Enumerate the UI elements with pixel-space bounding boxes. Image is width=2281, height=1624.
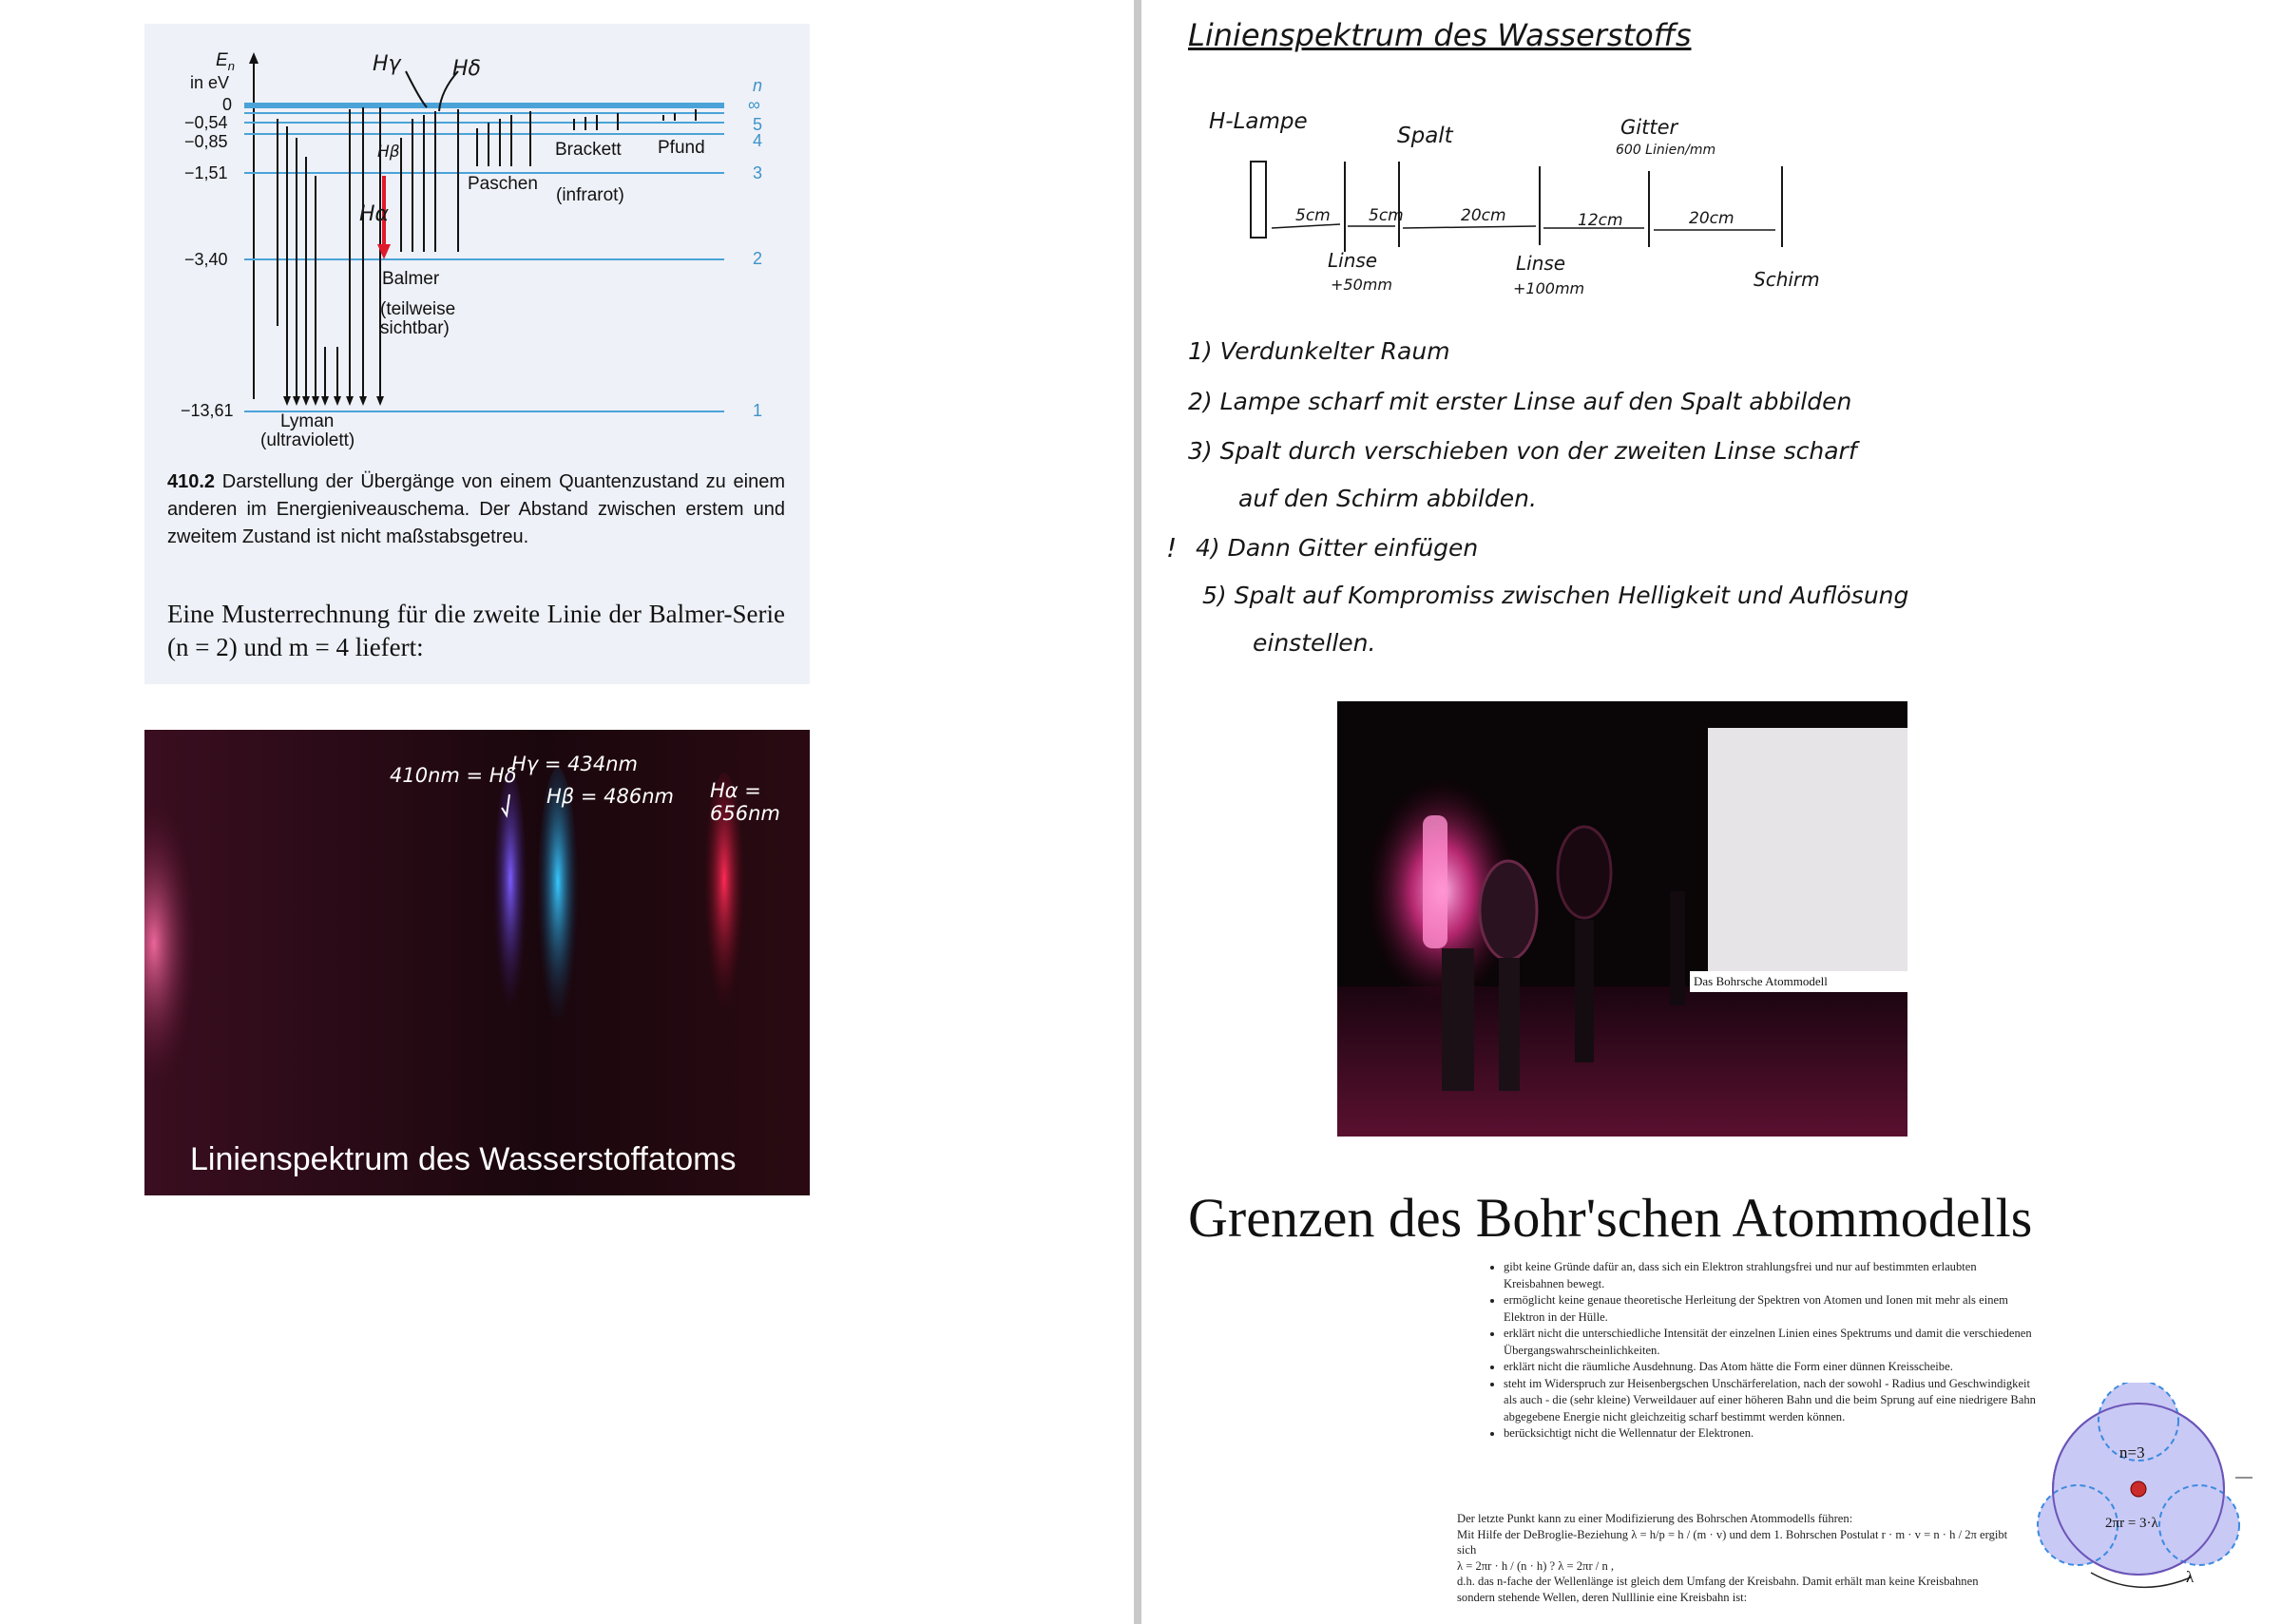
book-text: Eine Musterrechnung für die zweite Linie der Balmer-Serie (n = 2) und m = 4 liefert:: [167, 600, 785, 661]
step-5: 5) Spalt auf Kompromiss zwischen Helligkeit und Auflösung: [1202, 582, 1909, 609]
limits-item: • steht im Widerspruch zur Heisenbergschen Unschärferelation, nach der sowohl - Radius und Geschwindigkeit als auch - die (sehr kleine) Verweildauer auf einer höheren Bahn und die beim Sprung auf eine niedrigere Bahn abgegebene Energie nicht gleichzeitig scharf bestimmt werden können.: [1504, 1376, 2036, 1426]
para-line: Der letzte Punkt kann zu einer Modifizierung des Bohrschen Atommodells führen:: [1457, 1512, 1853, 1525]
h-beta-line: [537, 768, 579, 1053]
h-delta-line: [493, 773, 527, 1039]
post-4: [1670, 891, 1685, 1005]
label-slit: Spalt: [1397, 124, 1453, 148]
step-5-cont: einstellen.: [1253, 629, 1376, 657]
nucleus: [2131, 1481, 2146, 1497]
brackett-label: Brackett: [555, 140, 622, 160]
page-divider: [1134, 0, 1141, 1624]
lamp-tube: [1423, 815, 1447, 948]
brackett-note: (infrarot): [556, 185, 624, 205]
dist-5: 20cm: [1689, 209, 1735, 228]
limits-paragraph: [1457, 1511, 2008, 1605]
step-2: 2) Lampe scharf mit erster Linse auf den Spalt abbilden: [1188, 388, 1852, 415]
limits-list: [1483, 1259, 2036, 1442]
level-energy-1: −13,61: [181, 401, 234, 420]
dist-1: 5cm: [1295, 206, 1331, 225]
limits-item: • erklärt nicht die unterschiedliche Intensität der einzelnen Linien eines Spektrums und damit die verschiedenen Übergangswahrscheinlichkeiten.: [1504, 1326, 2036, 1359]
lyman-arrows: [278, 107, 380, 402]
step-1: 1) Verdunkelter Raum: [1188, 337, 1450, 365]
limits-item: • ermöglicht keine genaue theoretische Herleitung der Spektren von Atomen und Ionen mit mehr als einem Elektron in der Hülle.: [1504, 1292, 2036, 1326]
label-h-beta: Hβ = 486nm: [546, 785, 674, 808]
limits-title: Grenzen des Bohr'schen Atommodells: [1188, 1187, 2033, 1249]
pfund-label: Pfund: [658, 138, 705, 158]
hw-h-gamma: Hγ: [373, 52, 401, 76]
label-lens2-spec: +100mm: [1513, 279, 1585, 297]
step-3: 3) Spalt durch verschieben von der zweiten Linse scharf: [1188, 437, 1857, 465]
balmer-label: Balmer: [382, 269, 440, 289]
para-line: Mit Hilfe der DeBroglie-Beziehung λ = h/p = h / (m · v) und dem 1. Bohrschen Postulat r · m · v = n · h / 2π ergibt sich: [1457, 1527, 2008, 1557]
figure-caption: 410.2 Darstellung der Übergänge von einem Quantenzustand zu einem anderen im Energieniveauschema. Der Abstand zwischen erstem und zweitem Zustand ist nicht maßstabsgetreu.: [167, 471, 785, 547]
n-label: n: [753, 76, 763, 95]
label-h-delta: 410nm = Hδ: [390, 764, 517, 787]
label-h-alpha: Hα = 656nm: [710, 779, 780, 825]
level-energy-0: 0: [222, 95, 233, 114]
paschen-arrows: [477, 111, 530, 166]
post-2: [1499, 958, 1520, 1091]
level-energy-5: −0,54: [184, 113, 228, 132]
n-value-2: 2: [753, 249, 763, 268]
lamp-box: [1251, 162, 1266, 238]
unit-label: in eV: [190, 73, 230, 92]
level-energy-4: −0,85: [184, 132, 228, 151]
wave-formula: 2πr = 3·λ: [2105, 1516, 2158, 1531]
n-value-4: 4: [753, 131, 763, 150]
post-3: [1575, 920, 1594, 1062]
level-energy-2: −3,40: [184, 250, 228, 269]
step-3-cont: auf den Schirm abbilden.: [1238, 485, 1537, 512]
energy-level-diagram: [144, 24, 810, 461]
n-value-inf: ∞: [748, 95, 760, 114]
limits-item: • berücksichtigt nicht die Wellennatur der Elektronen.: [1504, 1425, 2036, 1442]
post-1: [1442, 948, 1474, 1091]
label-lens2: Linse: [1516, 252, 1566, 275]
wave-n-label: n=3: [2119, 1443, 2145, 1462]
limits-item: • gibt keine Gründe dafür an, dass sich ein Elektron strahlungsfrei und nur auf bestimmten erlaubten Kreisbahnen bewegt.: [1504, 1259, 2036, 1292]
dist-3: 20cm: [1461, 206, 1506, 225]
lyman-arrowheads: [283, 396, 384, 406]
slit-holder: [1480, 861, 1537, 960]
label-lens1: Linse: [1328, 249, 1378, 272]
axis-arrow: [249, 52, 259, 64]
label-grating: Gitter: [1620, 116, 1678, 139]
lyman-note: (ultraviolett): [260, 430, 355, 450]
label-screen: Schirm: [1754, 268, 1820, 291]
label-lamp: H-Lampe: [1209, 109, 1308, 134]
limits-item: • erklärt nicht die räumliche Ausdehnung. Das Atom hätte die Form einer dünnen Kreisscheibe.: [1504, 1359, 2036, 1376]
hw-h-delta: Hδ: [452, 57, 482, 81]
lens1-holder: [1558, 827, 1611, 918]
balmer-arrows: [401, 109, 458, 252]
setup-photo-image: [1337, 701, 1907, 1137]
lyman-label: Lyman: [280, 411, 335, 431]
label-lens1-spec: +50mm: [1331, 276, 1392, 294]
para-line: d.h. das n-fache der Wellenlänge ist gleich dem Umfang der Kreisbahn. Damit erhält man keine Kreisbahnen sondern stehende Wellen, deren Nulllinie eine Kreisbahn ist:: [1457, 1575, 1979, 1604]
dist-4: 12cm: [1578, 211, 1623, 230]
photo-label: Das Bohrsche Atommodell: [1690, 971, 1907, 992]
balmer-note-2: sichtbar): [380, 318, 450, 338]
n-value-5: 5: [753, 115, 763, 134]
notes-heading: Linienspektrum des Wasserstoffs: [1188, 17, 1692, 53]
dist-2: 5cm: [1369, 206, 1404, 225]
hw-h-alpha: Hα: [359, 202, 390, 226]
hw-h-beta: Hβ: [377, 143, 400, 162]
n-value-3: 3: [753, 163, 763, 182]
screen-panel: [1708, 728, 1907, 984]
n-value-1: 1: [753, 401, 763, 420]
para-line: λ = 2πr · h / (n · h) ? λ = 2πr / n ,: [1457, 1558, 1615, 1573]
label-h-gamma: Hγ = 434nm: [511, 753, 639, 775]
label-grating-spec: 600 Linien/mm: [1616, 143, 1716, 158]
energy-level-scan: [144, 24, 810, 684]
standing-wave-diagram: [2034, 1383, 2252, 1601]
balmer-note-1: (teilweise: [380, 299, 456, 319]
level-energy-3: −1,51: [184, 163, 228, 182]
wave-lambda: λ: [2186, 1568, 2195, 1586]
setup-photo: [1337, 701, 1907, 1137]
hgamma-pointer: [406, 71, 427, 107]
axis-label: $E_n$: [216, 50, 235, 73]
spectrum-photo: [144, 730, 810, 1195]
paschen-label: Paschen: [468, 174, 538, 194]
step-4: 4) Dann Gitter einfügen: [1196, 534, 1479, 562]
spectrum-caption: Linienspektrum des Wasserstoffatoms: [190, 1141, 737, 1177]
warning-mark: !: [1166, 532, 1178, 564]
